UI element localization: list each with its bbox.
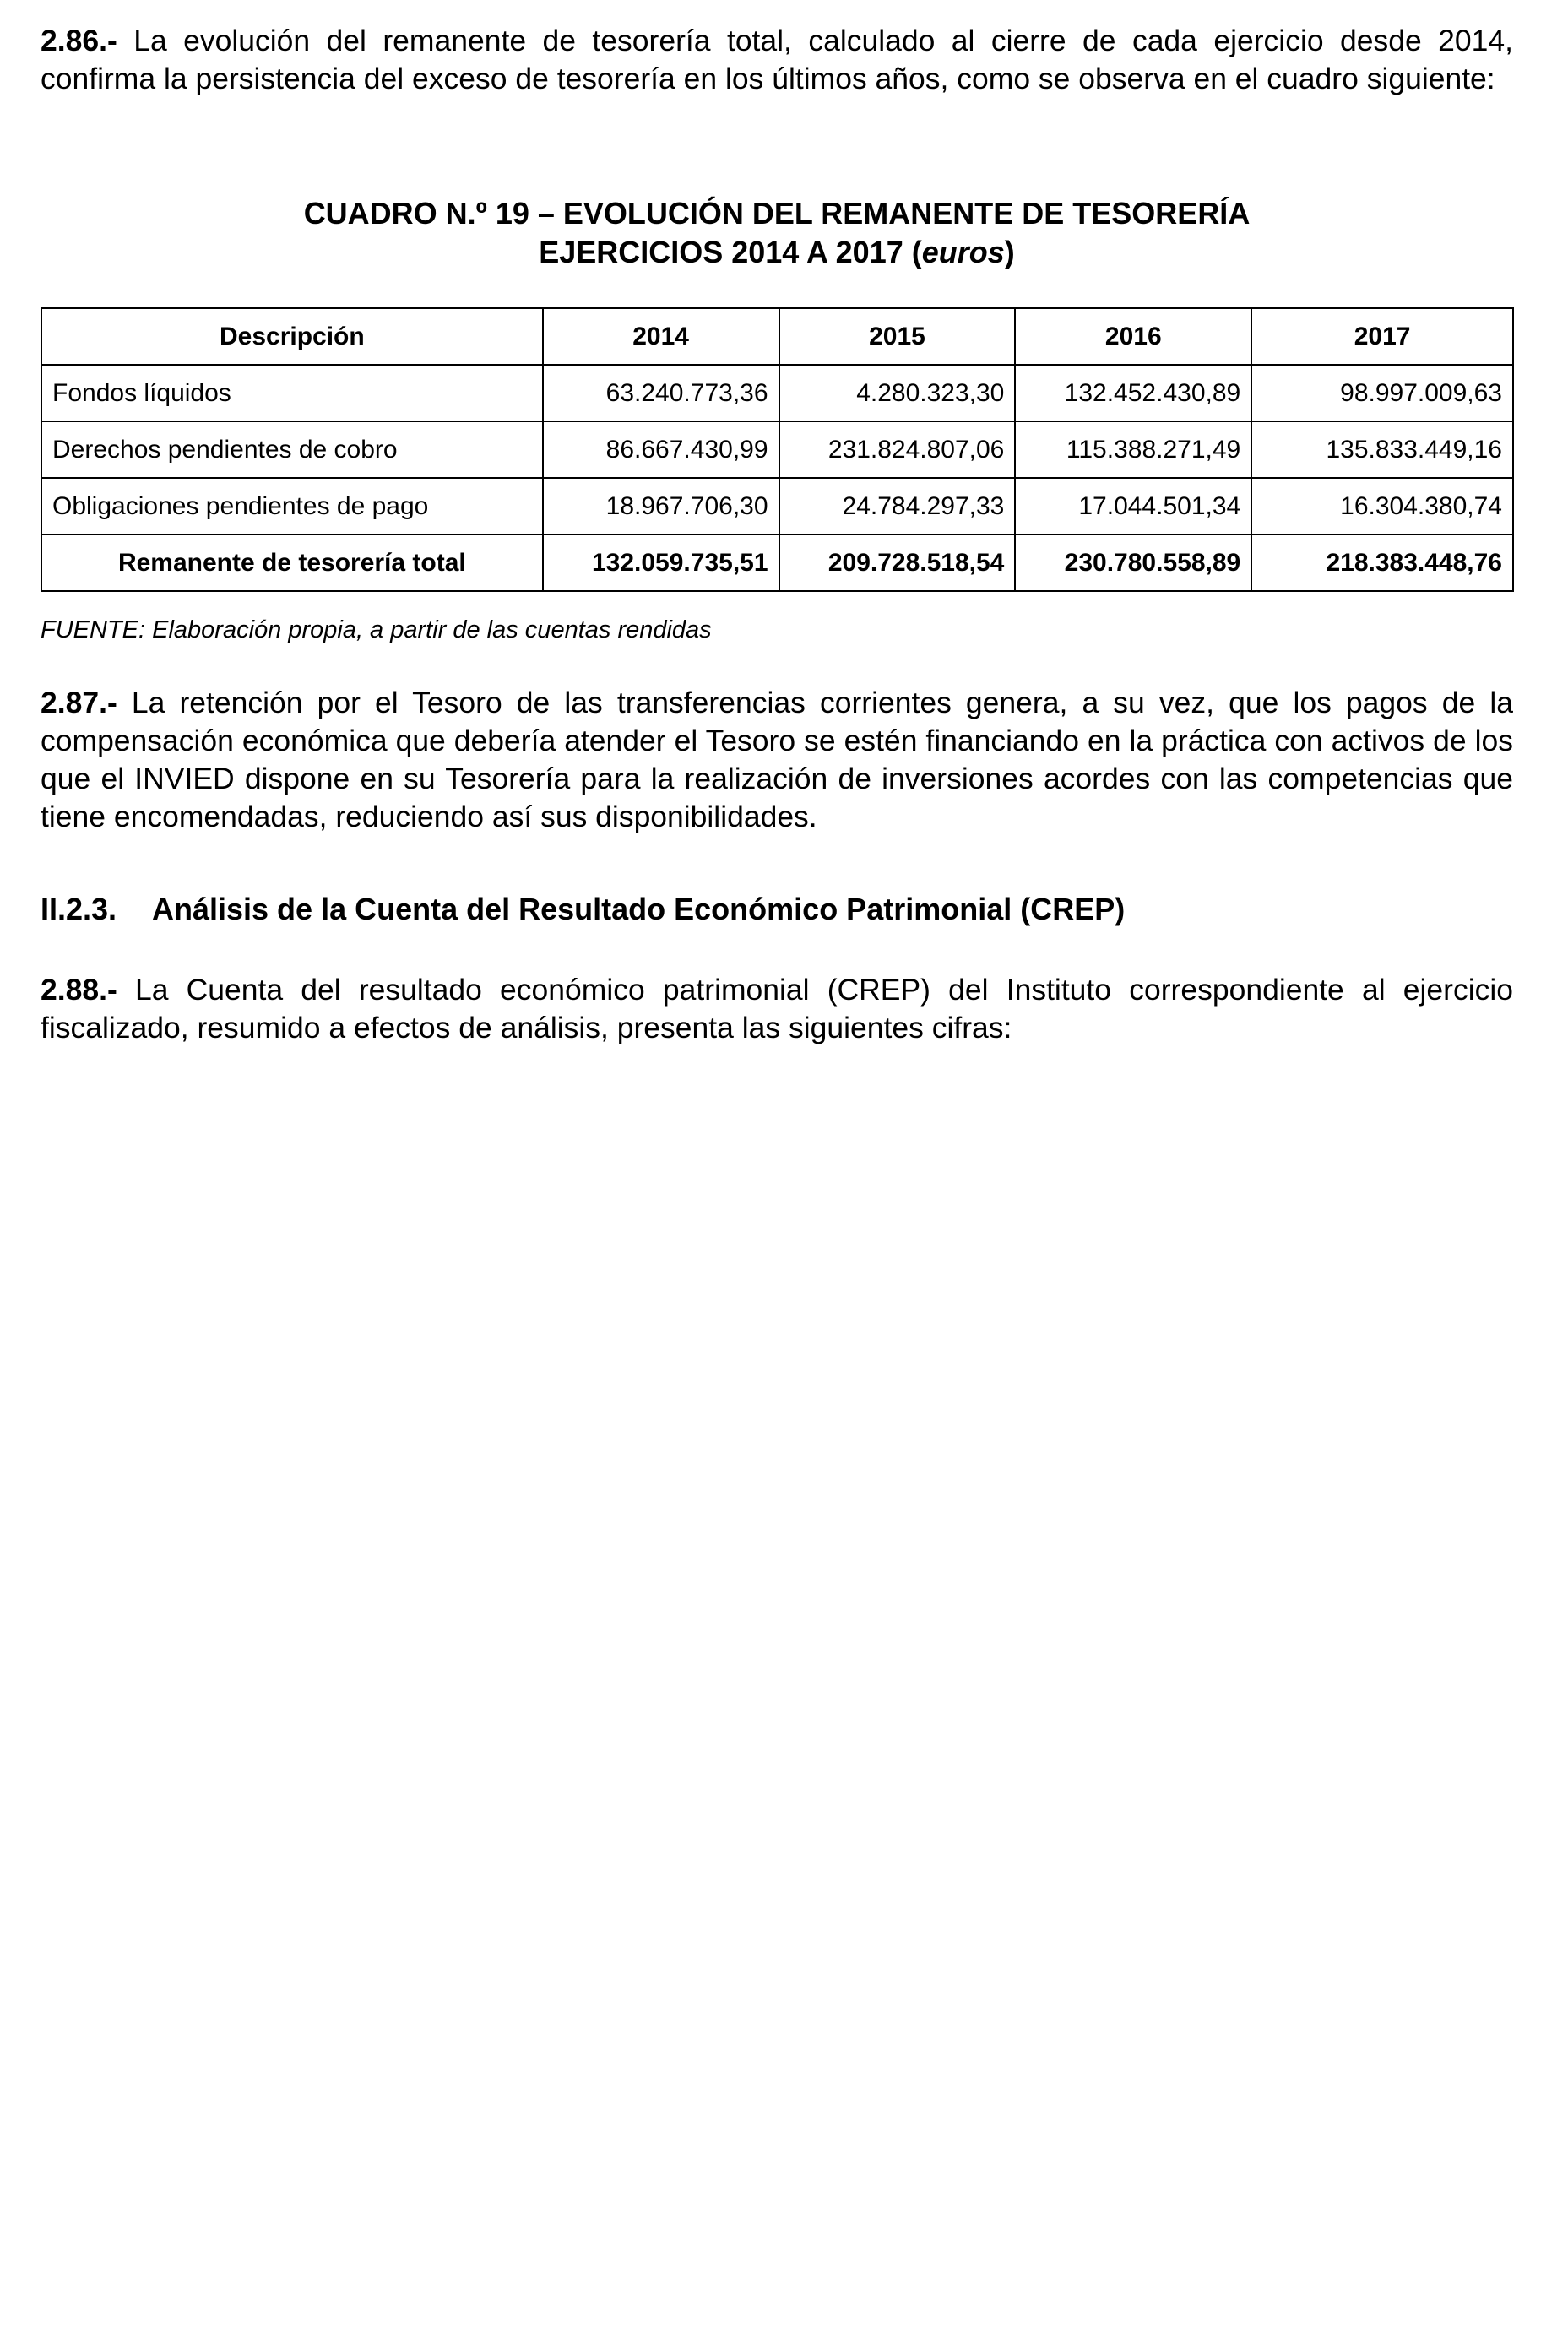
header-description: Descripción [41, 308, 543, 365]
row-label: Derechos pendientes de cobro [41, 421, 543, 478]
paragraph-text: La retención por el Tesoro de las transferencias corrientes genera, a su vez, que los pagos de la compensación económica que debería atender el Tesoro se estén financiando en la práctica con activos de los que el INVIED dispone en su Tesorería para la realización de inversiones acordes con las competencias que tiene encomendadas, reduciendo así sus disponibilidades. [41, 686, 1513, 833]
section-title: Análisis de la Cuenta del Resultado Económico Patrimonial (CREP) [152, 892, 1126, 926]
source-note: FUENTE: Elaboración propia, a partir de las cuentas rendidas [41, 616, 712, 643]
treasury-table [41, 307, 1514, 592]
table-row [41, 365, 1513, 421]
header-2016: 2016 [1015, 308, 1251, 365]
cell-value: 132.452.430,89 [1015, 365, 1251, 421]
paragraph-text: La Cuenta del resultado económico patrimonial (CREP) del Instituto correspondiente al ejercicio fiscalizado, resumido a efectos de análisis, presenta las siguientes cifras: [41, 973, 1513, 1044]
cell-value: 231.824.807,06 [779, 421, 1016, 478]
total-label: Remanente de tesorería total [41, 534, 543, 591]
cell-value: 18.967.706,30 [543, 478, 779, 534]
subtitle-suffix: ) [1004, 235, 1015, 269]
table-header-row [41, 308, 1513, 365]
table-row [41, 478, 1513, 534]
subtitle-prefix: EJERCICIOS 2014 A 2017 ( [539, 235, 922, 269]
table-total-row [41, 534, 1513, 591]
paragraph-text: La evolución del remanente de tesorería total, calculado al cierre de cada ejercicio desde 2014, confirma la persistencia del exceso de tesorería en los últimos años, como se observa en el cuadro siguiente: [41, 24, 1513, 95]
header-2017: 2017 [1251, 308, 1513, 365]
cell-value: 135.833.449,16 [1251, 421, 1513, 478]
table-subtitle [41, 233, 1513, 272]
paragraph-number: 2.87.- [41, 686, 117, 719]
table-title: CUADRO N.º 19 – EVOLUCIÓN DEL REMANENTE DE TESORERÍA [303, 196, 1251, 231]
header-2014: 2014 [543, 308, 779, 365]
paragraph-number: 2.86.- [41, 24, 117, 57]
paragraph-2-86 [41, 22, 1513, 98]
cell-value: 63.240.773,36 [543, 365, 779, 421]
paragraph-2-87 [41, 684, 1513, 836]
section-heading [41, 892, 1125, 927]
paragraph-number: 2.88.- [41, 973, 117, 1007]
subtitle-unit: euros [921, 235, 1005, 269]
cell-value: 86.667.430,99 [543, 421, 779, 478]
table-row [41, 421, 1513, 478]
total-value: 230.780.558,89 [1015, 534, 1251, 591]
paragraph-2-88 [41, 971, 1513, 1047]
cell-value: 24.784.297,33 [779, 478, 1016, 534]
row-label: Fondos líquidos [41, 365, 543, 421]
total-value: 218.383.448,76 [1251, 534, 1513, 591]
cell-value: 16.304.380,74 [1251, 478, 1513, 534]
row-label: Obligaciones pendientes de pago [41, 478, 543, 534]
cell-value: 115.388.271,49 [1015, 421, 1251, 478]
header-2015: 2015 [779, 308, 1016, 365]
total-value: 132.059.735,51 [543, 534, 779, 591]
cell-value: 98.997.009,63 [1251, 365, 1513, 421]
section-number: II.2.3. [41, 892, 117, 926]
total-value: 209.728.518,54 [779, 534, 1016, 591]
cell-value: 4.280.323,30 [779, 365, 1016, 421]
cell-value: 17.044.501,34 [1015, 478, 1251, 534]
